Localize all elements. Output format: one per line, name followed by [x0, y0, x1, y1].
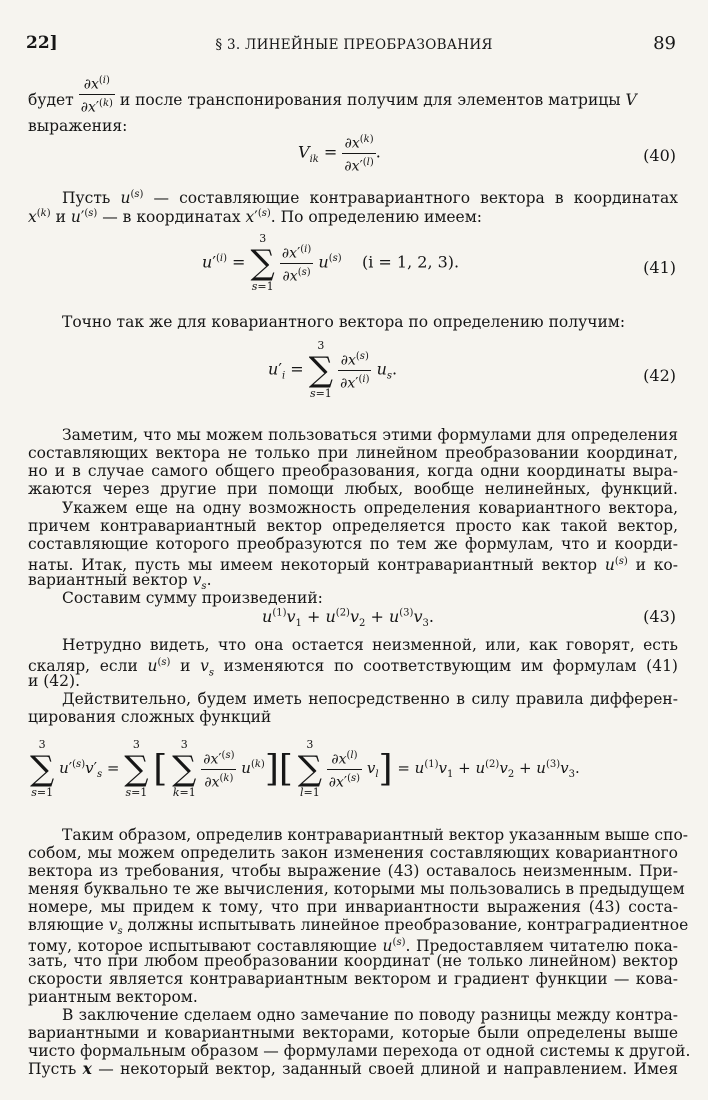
text-line: скорости является контравариантным вектором и градиент функции — кова- — [28, 970, 678, 988]
text-line: Составим сумму произведений: — [62, 589, 323, 607]
equation-42: $u'_i = 3$ ∑ s=1 $\frac{\partial x^{(s)}}{\partial x'^{(i)}}$ $u_s$. — [268, 339, 398, 400]
equation-43: $u^{(1)}v_1 + u^{(2)}v_2 + u^{(3)}v_3$. — [262, 607, 434, 630]
text-line: тому, которое испытывают составляющие $u^{(s)}$. Предоставляем читателю пока- — [28, 937, 678, 956]
text-line: зать, что при любом преобразовании координат (не только линейном) вектор — [28, 952, 678, 970]
section-ref: 22] — [26, 33, 58, 53]
text-line: вариантными и ковариантными векторами, которые были определены выше — [28, 1024, 678, 1042]
equation-number: (42) — [643, 366, 676, 385]
running-title: § 3. ЛИНЕЙНЫЕ ПРЕОБРАЗОВАНИЯ — [215, 37, 493, 53]
text-line: выражения: — [28, 117, 128, 135]
text-line: Укажем еще на одну возможность определения ковариантного вектора, — [62, 499, 678, 517]
equation-expansion: 3 ∑ s=1 $u'^{(s)}v'_s = 3$ ∑ s=1 [ 3 ∑ k=1 $\frac{\partial x'^{(s)}}{\partial x^{(k)}}$ $u^{(k)}$][ 3 ∑ l=1 $\frac{\partial x^{(l)}}{\partial x'^{(s)}}$ $v_l] = u^{(1)}v_1 + u^{(2)}v_2 + u^{(3)}v_3$. — [30, 738, 580, 799]
text-line: вектора из требования, чтобы выражение (43) оставалось неизменным. При- — [28, 862, 678, 880]
equation-number: (41) — [643, 258, 676, 277]
equation-41: $u'^{(i)} = 3$ ∑ s=1 $\frac{\partial x'^{(i)}}{\partial x^{(s)}}$ $u^{(s)}$ (i = 1, 2, 3). — [202, 232, 460, 293]
text-line: скаляр, если $u^{(s)}$ и $v_s$ изменяются по соответствующим им формулам (41) — [28, 657, 678, 679]
text-line: $x^{(k)}$ и $u'^{(s)}$ — в координатах $x'^{(s)}$. По определению имеем: — [28, 208, 482, 227]
text-line: Нетрудно видеть, что она остается неизменной, или, как говорят, есть — [62, 636, 678, 654]
text-line: составляющие которого преобразуются по тем же формулам, что и коорди- — [28, 535, 678, 553]
text-line: вляющие $v_s$ должны испытывать линейное преобразование, контраградиентное — [28, 916, 689, 938]
text-line: собом, мы можем определить закон изменения составляющих ковариантного — [28, 844, 678, 862]
page-number: 89 — [653, 33, 676, 54]
text-line: риантным вектором. — [28, 988, 198, 1006]
text-line: Пусть $u^{(s)}$ — составляющие контравариантного вектора в координатах — [62, 189, 678, 208]
text-line: причем контравариантный вектор определяется просто как такой вектор, — [28, 517, 678, 535]
text-line: и (42). — [28, 672, 81, 690]
text-line: меняя буквально те же вычисления, которыми мы пользовались в предыдущем — [28, 880, 685, 898]
equation-number: (40) — [643, 146, 676, 165]
text-line: Заметим, что мы можем пользоваться этими формулами для определения — [62, 426, 678, 444]
text-line: Таким образом, определив контравариантный вектор указанным выше спо- — [62, 826, 689, 844]
text-line: но и в случае самого общего преобразования, когда одни координаты выра- — [28, 462, 678, 480]
text-line: жаются через другие при помощи любых, вообще нелинейных, функций. — [28, 480, 678, 498]
text-line: В заключение сделаем одно замечание по поводу разницы между контра- — [62, 1006, 678, 1024]
text-line: номере, мы придем к тому, что при инвариантности выражения (43) соста- — [28, 898, 678, 916]
text-line: наты. Итак, пусть мы имеем некоторый контравариантный вектор $u^{(s)}$ и ко- — [28, 556, 679, 575]
text-line: составляющих вектора не только при линейном преобразовании координат, — [28, 444, 678, 462]
text-line: Пусть x — некоторый вектор, заданный своей длиной и направлением. Имея — [28, 1059, 678, 1078]
text-line: вариантный вектор $v_s$. — [28, 571, 212, 593]
text-line: цирования сложных функций — [28, 708, 272, 726]
text-line: будет $\frac{\partial x^{(i)}}{\partial x'^{(k)}}$ и после транспонирования получим для элементов матрицы V — [28, 75, 637, 116]
equation-number: (43) — [643, 607, 676, 626]
equation-40: $V_{ik}$ = $\frac{\partial x^{(k)}}{\partial x'^{(l)}}$ . — [298, 134, 381, 175]
text-line: Точно так же для ковариантного вектора по определению получим: — [62, 313, 626, 331]
text-line: Действительно, будем иметь непосредственно в силу правила дифферен- — [62, 690, 678, 708]
text-line: чисто формальным образом — формулами перехода от одной системы к другой. — [28, 1042, 691, 1060]
